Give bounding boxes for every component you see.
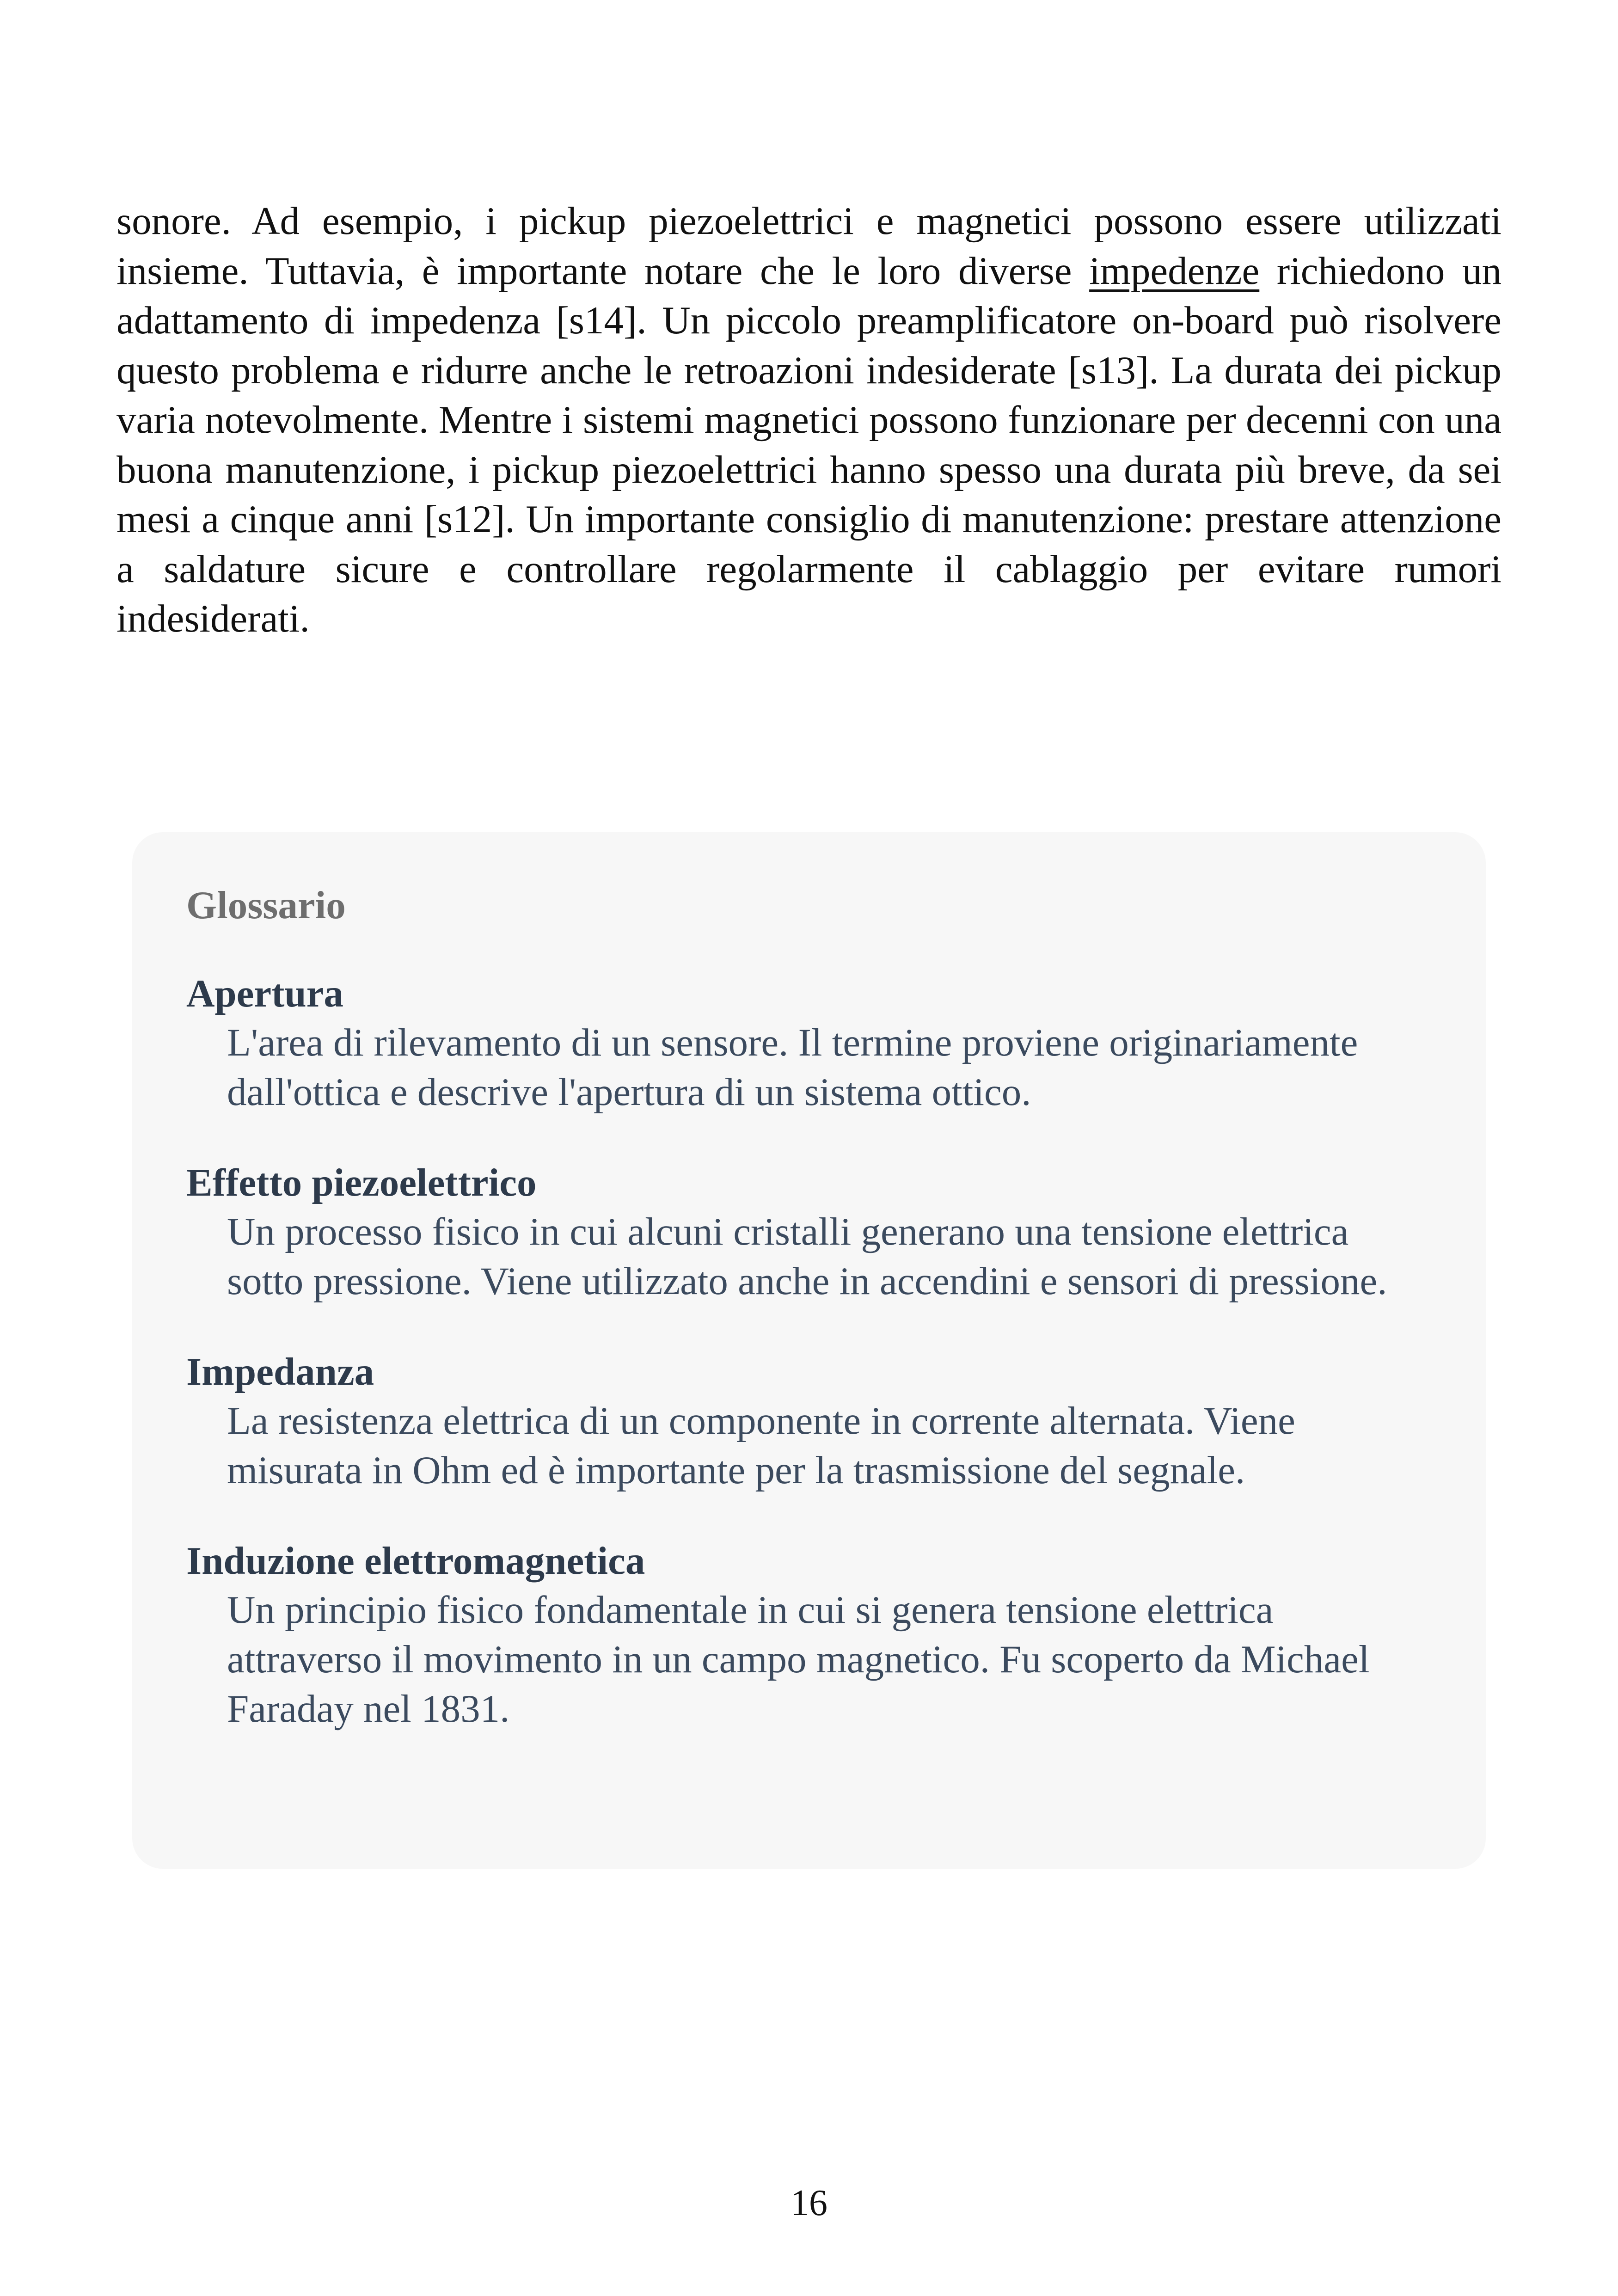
glossary-title: Glossario bbox=[186, 884, 346, 927]
page-number: 16 bbox=[791, 2183, 827, 2223]
body-text-start: sonore. Ad esempio, i pickup piezoelettrici e magnetici possono essere utilizzati insieme. Tuttavia, è importante notare che le loro diverse bbox=[116, 199, 1502, 293]
body-paragraph bbox=[116, 196, 1502, 644]
glossary-term: Induzione elettromagnetica bbox=[186, 1539, 645, 1583]
glossary-entry-impedanza bbox=[186, 1347, 1434, 1495]
glossary-entry-apertura bbox=[186, 969, 1434, 1117]
glossary-term: Effetto piezoelettrico bbox=[186, 1161, 537, 1204]
impedenze-link[interactable]: impedenze bbox=[1089, 249, 1260, 293]
glossary-entry-induzione-elettromagnetica bbox=[186, 1536, 1434, 1734]
glossary-term: Impedanza bbox=[186, 1350, 374, 1394]
glossary-definition: L'area di rilevamento di un sensore. Il termine proviene originariamente dall'ottica e descrive l'apertura di un sistema ottico. bbox=[227, 1021, 1358, 1114]
glossary-box bbox=[132, 832, 1486, 1869]
glossary-term: Apertura bbox=[186, 972, 343, 1015]
body-text-end: richiedono un adattamento di impedenza [s14]. Un piccolo preamplificatore on-board può risolvere questo problema e ridurre anche le retroazioni indesiderate [s13]. La durata dei pickup varia notevolmente. Mentre i sistemi magnetici possono funzionare per decenni con una buona manutenzione, i pickup piezoelettrici hanno spesso una durata più breve, da sei mesi a cinque anni [s12]. Un importante consiglio di manutenzione: prestare attenzione a saldature sicure e controllare regolarmente il cablaggio per evitare rumori indesiderati. bbox=[116, 249, 1502, 640]
glossary-entry-effetto-piezoelettrico bbox=[186, 1158, 1434, 1306]
glossary-list bbox=[186, 969, 1434, 1734]
glossary-definition: Un processo fisico in cui alcuni cristalli generano una tensione elettrica sotto pressione. Viene utilizzato anche in accendini e sensori di pressione. bbox=[227, 1210, 1387, 1303]
glossary-definition: La resistenza elettrica di un componente in corrente alternata. Viene misurata in Ohm ed è importante per la trasmissione del segnale. bbox=[227, 1399, 1295, 1492]
glossary-definition: Un principio fisico fondamentale in cui si genera tensione elettrica attraverso il movimento in un campo magnetico. Fu scoperto da Michael Faraday nel 1831. bbox=[227, 1588, 1370, 1731]
